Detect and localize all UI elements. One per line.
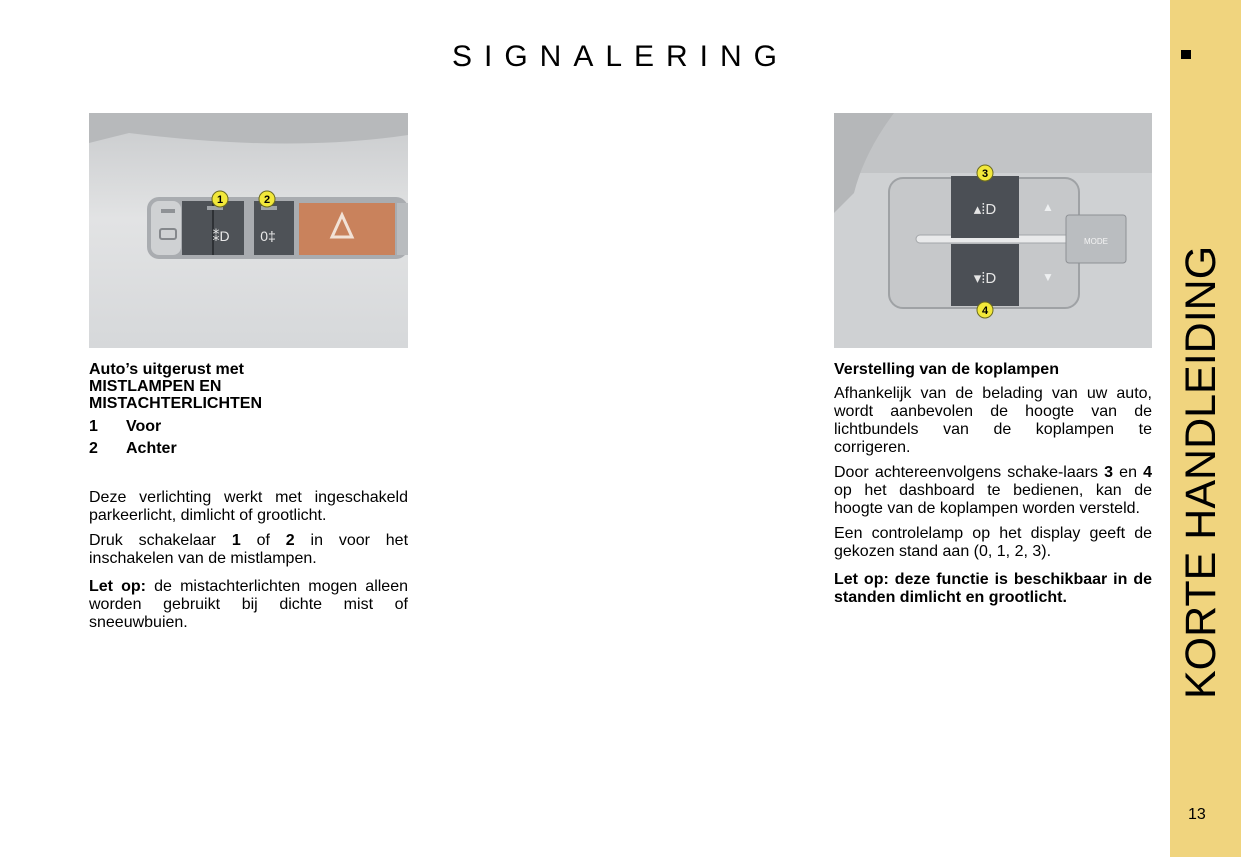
mode-label: MODE xyxy=(1084,237,1108,246)
front-fog-icon: ⁑D xyxy=(212,228,230,244)
headlamp-adjust-photo xyxy=(834,113,1152,348)
callout-number: 3 xyxy=(981,168,989,180)
heading-line: MISTLAMPEN EN xyxy=(89,378,222,395)
heading-line: MISTACHTERLICHTEN xyxy=(89,395,263,412)
headlamp-up-icon: ▴⁞D xyxy=(973,201,997,218)
text-run: op het dashboard te bedienen, kan de hoogte van de koplampen worden versteld. xyxy=(834,482,1152,517)
note-text: de mistachterlichten mogen alleen worden gebruikt bij dichte mist of sneeuwbuien. xyxy=(89,578,409,631)
text-run: Druk schakelaar xyxy=(89,532,232,549)
body-paragraph: Een controlelamp op het display geeft de gekozen stand aan (0, 1, 2, 3). xyxy=(834,525,1152,560)
section-title: KORTE HANDLEIDING xyxy=(1177,245,1225,699)
text-run: Door achtereenvolgens schake-laars xyxy=(834,464,1105,481)
page-title: SIGNALERING xyxy=(451,40,790,73)
body-paragraph: Deze verlichting werkt met ingeschakeld parkeerlicht, dimlicht of grootlicht. xyxy=(89,489,408,524)
body-paragraph xyxy=(89,532,408,568)
note-paragraph: Let op: deze functie is beschikbaar in de standen dimlicht en grootlicht. xyxy=(834,571,1152,606)
heading-line: Auto’s uitgerust met xyxy=(89,361,244,378)
left-text-column xyxy=(89,361,408,639)
switch-ref: 4 xyxy=(1143,464,1153,481)
item-number: 1 xyxy=(89,418,98,435)
right-heading: Verstelling van de koplampen xyxy=(834,361,1059,378)
callout-number: 2 xyxy=(263,194,271,206)
callout-number: 4 xyxy=(981,305,989,317)
indicator-light xyxy=(161,209,175,213)
fog-lamp-switch-photo xyxy=(89,113,408,348)
callout-number: 1 xyxy=(216,194,224,206)
item-label: Achter xyxy=(126,440,177,457)
item-label: Voor xyxy=(126,418,162,435)
arrow-up-icon: ▲ xyxy=(1042,200,1054,214)
item-number: 2 xyxy=(89,440,98,457)
switch-ref: 1 xyxy=(231,532,241,549)
arrow-down-icon: ▼ xyxy=(1042,270,1054,284)
text-run: in voor het inschakelen van de mistlampen. xyxy=(89,532,409,567)
body-paragraph xyxy=(834,464,1152,518)
text-run: en xyxy=(1113,464,1144,481)
switch-ref: 2 xyxy=(285,532,295,549)
switch-ref: 3 xyxy=(1104,464,1114,481)
list-item xyxy=(89,418,408,436)
section-tab-marker xyxy=(1181,50,1191,59)
text-run: of xyxy=(240,532,286,549)
headlamp-down-icon: ▾⁞D xyxy=(973,270,997,287)
note-paragraph xyxy=(89,578,408,632)
right-text-column xyxy=(834,361,1152,614)
rear-fog-icon: 0‡ xyxy=(260,228,276,244)
body-paragraph: Afhankelijk van de belading van uw auto, wordt aanbevolen de hoogte van de lichtbundels van de koplampen te corrigeren. xyxy=(834,385,1152,456)
left-heading xyxy=(89,361,408,412)
page-number: 13 xyxy=(1188,806,1206,823)
note-label: Let op: xyxy=(89,578,147,595)
list-item xyxy=(89,440,408,458)
